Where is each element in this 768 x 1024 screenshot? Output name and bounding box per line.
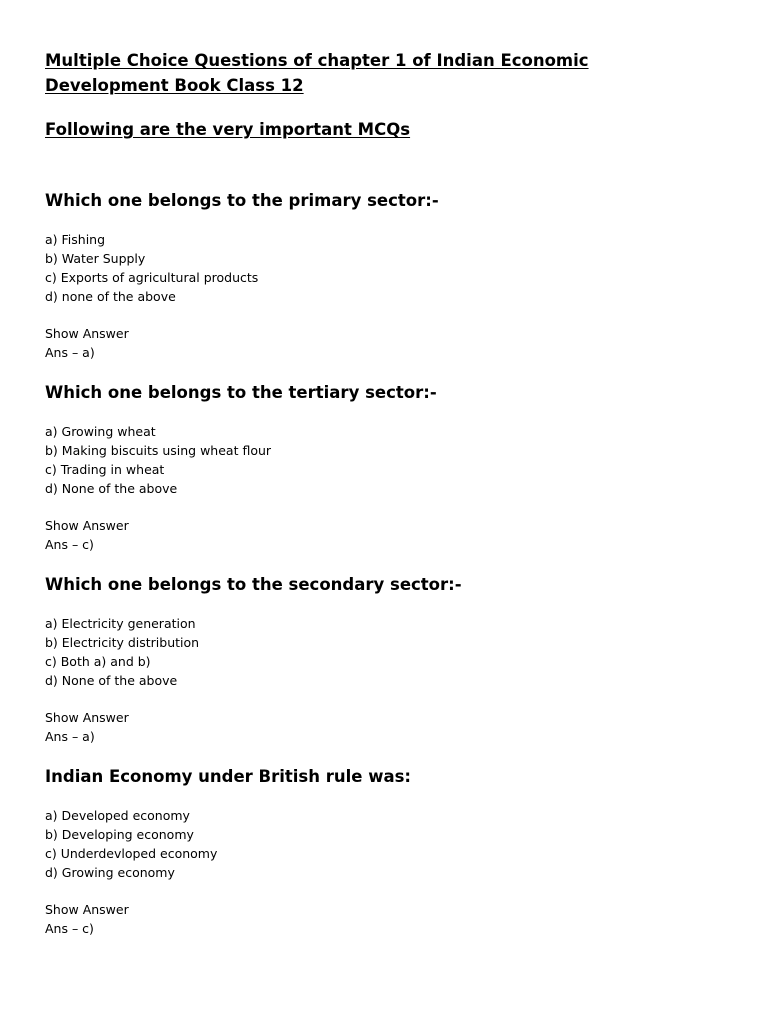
question-heading: Indian Economy under British rule was: — [45, 767, 412, 786]
document-title-line-2: Development Book Class 12 — [45, 76, 304, 95]
option-a: a) Growing wheat — [45, 424, 156, 439]
option-d: d) None of the above — [45, 673, 178, 688]
option-c: c) Underdevloped economy — [45, 846, 218, 861]
answer-text: Ans – c) — [45, 537, 94, 552]
option-d: d) None of the above — [45, 481, 178, 496]
option-c: c) Trading in wheat — [45, 462, 165, 477]
document-subtitle: Following are the very important MCQs — [45, 120, 411, 139]
option-a: a) Fishing — [45, 232, 106, 247]
answer-text: Ans – c) — [45, 921, 94, 936]
option-d: d) none of the above — [45, 289, 176, 304]
option-d: d) Growing economy — [45, 865, 175, 880]
answer-text: Ans – a) — [45, 345, 95, 360]
option-b: b) Making biscuits using wheat flour — [45, 443, 272, 458]
document-title-line-1: Multiple Choice Questions of chapter 1 of Indian Economic — [45, 51, 589, 70]
question-heading: Which one belongs to the tertiary sector:- — [45, 383, 437, 402]
show-answer-button[interactable]: Show Answer — [45, 326, 129, 341]
option-a: a) Electricity generation — [45, 616, 196, 631]
option-b: b) Water Supply — [45, 251, 146, 266]
show-answer-button[interactable]: Show Answer — [45, 518, 129, 533]
show-answer-button[interactable]: Show Answer — [45, 710, 129, 725]
option-b: b) Electricity distribution — [45, 635, 200, 650]
question-heading: Which one belongs to the secondary sector:- — [45, 575, 462, 594]
question-heading: Which one belongs to the primary sector:- — [45, 191, 439, 210]
option-c: c) Both a) and b) — [45, 654, 151, 669]
option-a: a) Developed economy — [45, 808, 190, 823]
answer-text: Ans – a) — [45, 729, 95, 744]
show-answer-button[interactable]: Show Answer — [45, 902, 129, 917]
option-b: b) Developing economy — [45, 827, 194, 842]
option-c: c) Exports of agricultural products — [45, 270, 259, 285]
